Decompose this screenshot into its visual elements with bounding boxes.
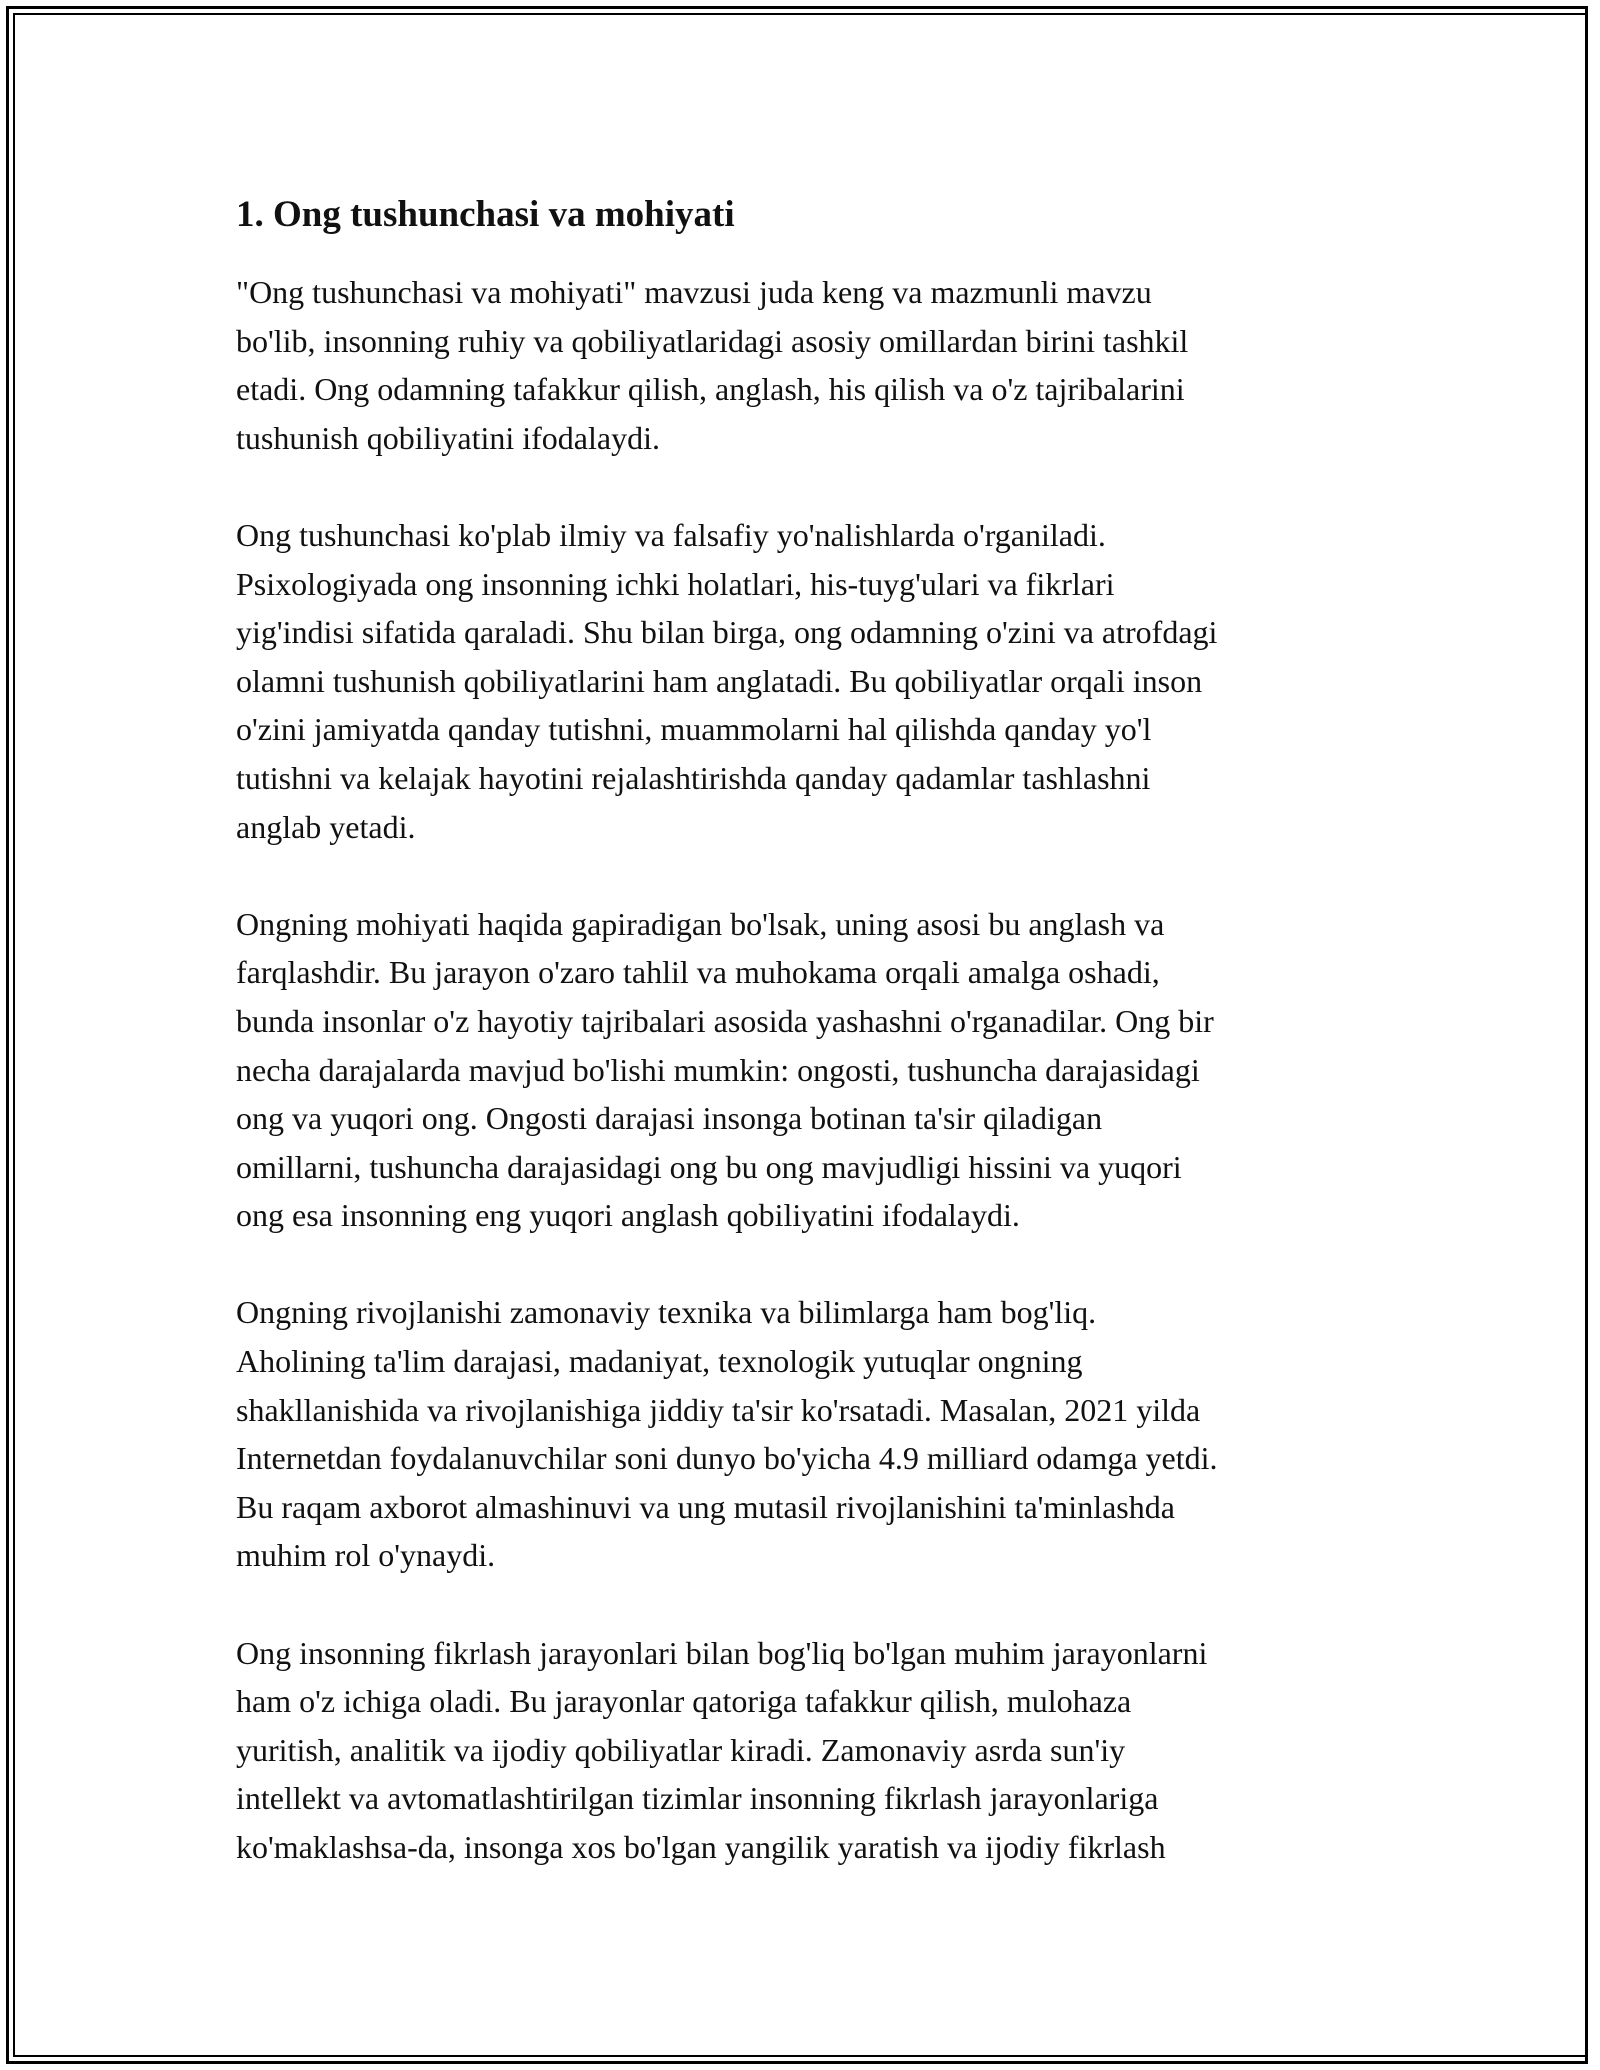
text-line: ong esa insonning eng yuqori anglash qobiliyatini ifodalaydi.	[236, 1197, 1020, 1234]
text-line: Ongning rivojlanishi zamonaviy texnika va bilimlarga ham bog'liq.	[236, 1294, 1097, 1331]
text-line: ko'maklashsa-da, insonga xos bo'lgan yangilik yaratish va ijodiy fikrlash	[236, 1829, 1166, 1865]
text-line: omillarni, tushuncha darajasidagi ong bu ong mavjudligi hissini va yuqori	[236, 1148, 1182, 1185]
text-line: o'zini jamiyatda qanday tutishni, muammolarni hal qilishda qanday yo'l	[236, 711, 1152, 748]
text-line: Bu raqam axborot almashinuvi va ung mutasil rivojlanishini ta'minlashda	[236, 1488, 1175, 1525]
text-line: necha darajalarda mavjud bo'lishi mumkin: ongosti, tushuncha darajasidagi	[236, 1051, 1200, 1088]
text-line: yig'indisi sifatida qaraladi. Shu bilan birga, ong odamning o'zini va atrofdagi	[236, 614, 1218, 651]
text-line: yuritish, analitik va ijodiy qobiliyatlar kiradi. Zamonaviy asrda sun'iy	[236, 1731, 1126, 1768]
paragraph-3	[236, 900, 1366, 1240]
text-line: anglab yetadi.	[236, 808, 416, 845]
text-line: Aholining ta'lim darajasi, madaniyat, texnologik yutuqlar ongning	[236, 1343, 1083, 1380]
text-line: muhim rol o'ynaydi.	[236, 1537, 496, 1574]
text-line: Ong insonning fikrlash jarayonlari bilan bog'liq bo'lgan muhim jarayonlarni	[236, 1634, 1208, 1671]
text-line: Ong tushunchasi ko'plab ilmiy va falsafiy yo'nalishlarda o'rganiladi.	[236, 516, 1106, 553]
text-line: intellekt va avtomatlashtirilgan tizimlar insonning fikrlash jarayonlariga	[236, 1780, 1159, 1817]
document-body	[236, 190, 1366, 1920]
paragraph-5	[236, 1629, 1366, 1872]
text-line: Psixologiyada ong insonning ichki holatlari, his-tuyg'ulari va fikrlari	[236, 565, 1115, 602]
text-line: olamni tushunish qobiliyatlarini ham anglatadi. Bu qobiliyatlar orqali inson	[236, 662, 1203, 699]
text-line: ham o'z ichiga oladi. Bu jarayonlar qatoriga tafakkur qilish, mulohaza	[236, 1683, 1132, 1720]
text-line: bo'lib, insonning ruhiy va qobiliyatlaridagi asosiy omillardan birini tashkil	[236, 322, 1189, 359]
text-line: tushunish qobiliyatini ifodalaydi.	[236, 419, 660, 456]
paragraph-1	[236, 268, 1366, 462]
text-line: Ongning mohiyati haqida gapiradigan bo'lsak, uning asosi bu anglash va	[236, 905, 1165, 942]
text-line: tutishni va kelajak hayotini rejalashtirishda qanday qadamlar tashlashni	[236, 759, 1151, 796]
section-heading: 1. Ong tushunchasi va mohiyati	[236, 194, 735, 235]
text-line: Internetdan foydalanuvchilar soni dunyo bo'yicha 4.9 milliard odamga yetdi.	[236, 1440, 1218, 1477]
text-line: shakllanishida va rivojlanishiga jiddiy ta'sir ko'rsatadi. Masalan, 2021 yilda	[236, 1391, 1201, 1428]
text-line: etadi. Ong odamning tafakkur qilish, anglash, his qilish va o'z tajribalarini	[236, 371, 1185, 408]
paragraph-4	[236, 1288, 1366, 1580]
text-line: bunda insonlar o'z hayotiy tajribalari asosida yashashni o'rganadilar. Ong bir	[236, 1002, 1214, 1039]
paragraph-2	[236, 511, 1366, 851]
text-line: ong va yuqori ong. Ongosti darajasi insonga botinan ta'sir qiladigan	[236, 1100, 1103, 1137]
text-line: farqlashdir. Bu jarayon o'zaro tahlil va muhokama orqali amalga oshadi,	[236, 954, 1160, 991]
text-line: "Ong tushunchasi va mohiyati" mavzusi juda keng va mazmunli mavzu	[236, 274, 1152, 310]
